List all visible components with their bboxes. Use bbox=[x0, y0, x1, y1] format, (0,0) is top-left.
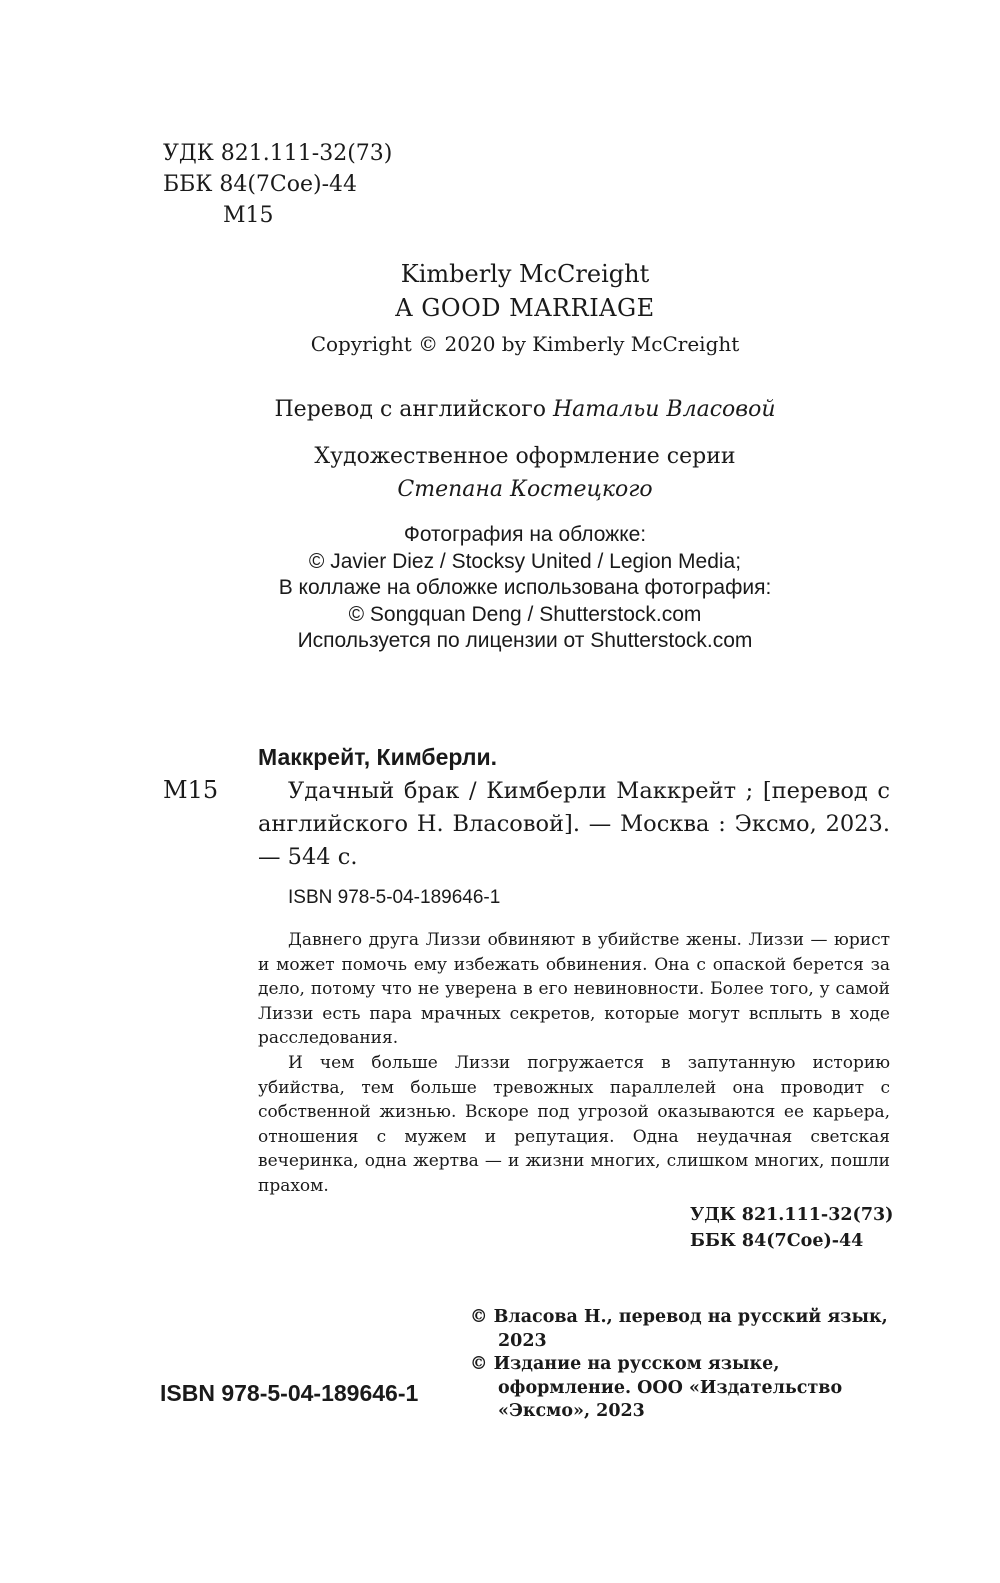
photo-credit-line: Фотография на обложке: bbox=[403, 523, 647, 546]
classification-block-bottom bbox=[690, 1202, 893, 1254]
catalog-isbn: ISBN 978-5-04-189646-1 bbox=[288, 887, 501, 908]
annotation-paragraph: Давнего друга Лиззи обвиняют в убийстве жены. Лиззи — юрист и может помочь ему избежать обвинения. Она с опаской берется за дело, потому что не уверена в его невиновности. Более того, у самой Лиззи есть пара мрачных секретов, которые могут всплыть в ходе расследования. bbox=[258, 930, 890, 1049]
copyright-notice: © Издание на русском языке, оформление. ООО «Издательство «Эксмо», 2023 bbox=[470, 1354, 843, 1421]
translator-name: Натальи Власовой bbox=[552, 397, 776, 422]
copyright-notices bbox=[470, 1306, 910, 1424]
photo-credit-line: В коллаже на обложке использована фотография: bbox=[278, 576, 772, 599]
original-author: Kimberly McCreight bbox=[400, 260, 650, 288]
original-copyright: Copyright © 2020 by Kimberly McCreight bbox=[310, 332, 740, 356]
annotation-paragraph: И чем больше Лиззи погружается в запутанную историю убийства, тем больше тревожных параллелей она проводит с собственной жизнью. Вскоре под угрозой оказываются ее карьера, отношения с мужем и репутация. Одна неудачная светская вечеринка, одна жертва — и жизни многих, слишком многих, пошли прахом. bbox=[258, 1052, 890, 1196]
photo-credit-line: © Javier Diez / Stocksy United / Legion Media; bbox=[308, 549, 742, 573]
design-label: Художественное оформление серии bbox=[314, 444, 736, 469]
catalog-author-heading: Маккрейт, Кимберли. bbox=[258, 744, 498, 770]
translation-credit bbox=[120, 394, 930, 426]
bbk-code: ББК 84(7Сое)-44 bbox=[690, 1231, 864, 1251]
udk-code: УДК 821.111-32(73) bbox=[163, 141, 393, 166]
catalog-entry: Удачный брак / Кимберли Маккрейт ; [перевод с английского Н. Власовой]. — Москва : Эксмо, 2023. — 544 с. bbox=[258, 778, 890, 870]
design-credit bbox=[120, 440, 930, 506]
copyright-notice: © Власова Н., перевод на русский язык, 2023 bbox=[470, 1307, 888, 1351]
designer-name: Степана Костецкого bbox=[397, 477, 653, 502]
isbn: ISBN 978-5-04-189646-1 bbox=[160, 1380, 419, 1406]
translation-prefix: Перевод с английского bbox=[274, 397, 546, 422]
catalog-author-mark: М15 bbox=[163, 776, 219, 804]
udk-code: УДК 821.111-32(73) bbox=[690, 1205, 894, 1225]
author-mark: М15 bbox=[223, 203, 274, 228]
photo-credits bbox=[120, 522, 930, 655]
photo-credit-line: Используется по лицензии от Shutterstock.com bbox=[297, 629, 753, 652]
annotation bbox=[258, 928, 890, 1199]
original-title: A GOOD MARRIAGE bbox=[395, 294, 655, 322]
classification-block-top bbox=[163, 138, 392, 231]
bbk-code: ББК 84(7Сое)-44 bbox=[163, 172, 358, 197]
photo-credit-line: © Songquan Deng / Shutterstock.com bbox=[348, 602, 702, 626]
